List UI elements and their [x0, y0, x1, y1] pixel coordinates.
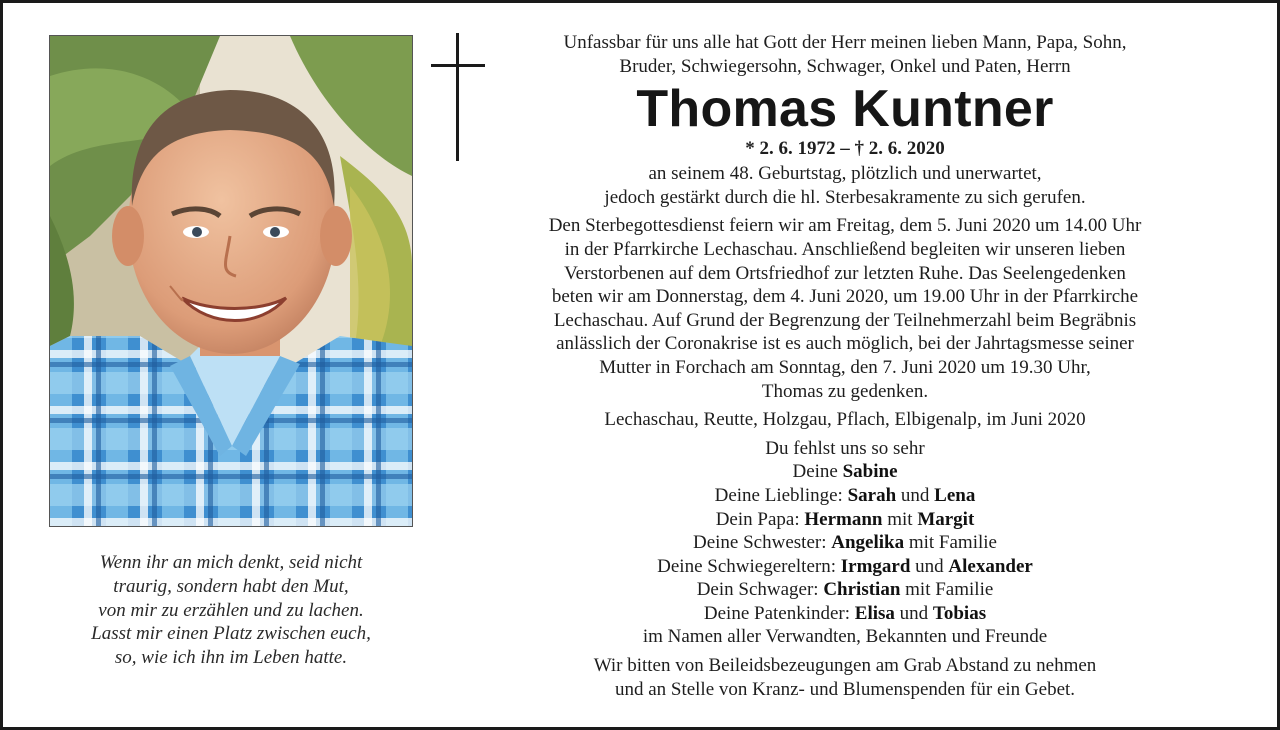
quote-line: von mir zu erzählen und zu lachen. — [98, 599, 364, 621]
service-line: Mutter in Forchach am Sonntag, den 7. Juni 2020 um 19.30 Uhr, — [599, 356, 1091, 378]
service-line: Verstorbenen auf dem Ortsfriedhof zur letzten Ruhe. Das Seelengedenken — [564, 262, 1126, 284]
family-line: Deine Sabine — [792, 461, 898, 483]
quote-line: so, wie ich ihn im Leben hatte. — [114, 647, 348, 669]
service-line: anlässlich der Coronakrise ist es auch möglich, bei der Jahrtagsmesse seiner — [556, 333, 1134, 355]
obituary-text — [471, 31, 1219, 701]
family-line: Deine Patenkinder: Elisa und Tobias — [703, 602, 987, 624]
family-line: im Namen aller Verwandten, Bekannten und Freunde — [642, 626, 1048, 648]
family-line: Deine Lieblinge: Sarah und Lena — [714, 484, 976, 506]
family-list — [471, 437, 1219, 649]
deceased-name: Thomas Kuntner — [636, 80, 1054, 139]
family-line: Deine Schwiegereltern: Irmgard und Alexander — [657, 555, 1033, 577]
portrait-photo — [49, 35, 413, 527]
service-line: Lechaschau. Auf Grund der Begrenzung der Teilnehmerzahl beim Begräbnis — [553, 309, 1137, 331]
life-dates: * 2. 6. 1972 – † 2. 6. 2020 — [745, 138, 945, 160]
quote-line: Lasst mir einen Platz zwischen euch, — [91, 623, 371, 645]
family-line: Deine Schwester: Angelika mit Familie — [693, 532, 997, 554]
intro-line: Bruder, Schwiegersohn, Schwager, Onkel und Paten, Herrn — [619, 55, 1071, 77]
service-line: Thomas zu gedenken. — [761, 380, 929, 402]
service-line: beten wir am Donnerstag, dem 4. Juni 2020, um 19.00 Uhr in der Pfarrkirche — [551, 286, 1139, 308]
death-line: an seinem 48. Geburtstag, plötzlich und unerwartet, — [648, 163, 1042, 185]
place-date-line: Lechaschau, Reutte, Holzgau, Pflach, Elbigenalp, im Juni 2020 — [604, 409, 1086, 431]
quote-line: Wenn ihr an mich denkt, seid nicht — [99, 552, 363, 573]
service-line: in der Pfarrkirche Lechaschau. Anschließend begleiten wir unseren lieben — [564, 238, 1126, 260]
intro-line: Unfassbar für uns alle hat Gott der Herr meinen lieben Mann, Papa, Sohn, — [563, 32, 1127, 53]
death-line: jedoch gestärkt durch die hl. Sterbesakramente zu sich gerufen. — [604, 186, 1086, 208]
family-line: Du fehlst uns so sehr — [765, 437, 925, 459]
family-line: Dein Schwager: Christian mit Familie — [696, 579, 994, 601]
service-line: Den Sterbegottesdienst feiern wir am Freitag, dem 5. Juni 2020 um 14.00 Uhr — [548, 215, 1142, 237]
memorial-quote — [43, 551, 419, 670]
quote-line: traurig, sondern habt den Mut, — [113, 575, 349, 597]
closing-line: und an Stelle von Kranz- und Blumenspenden für ein Gebet. — [614, 678, 1076, 700]
closing-line: Wir bitten von Beileidsbezeugungen am Grab Abstand zu nehmen — [593, 655, 1097, 677]
family-line: Dein Papa: Hermann mit Margit — [715, 508, 975, 530]
